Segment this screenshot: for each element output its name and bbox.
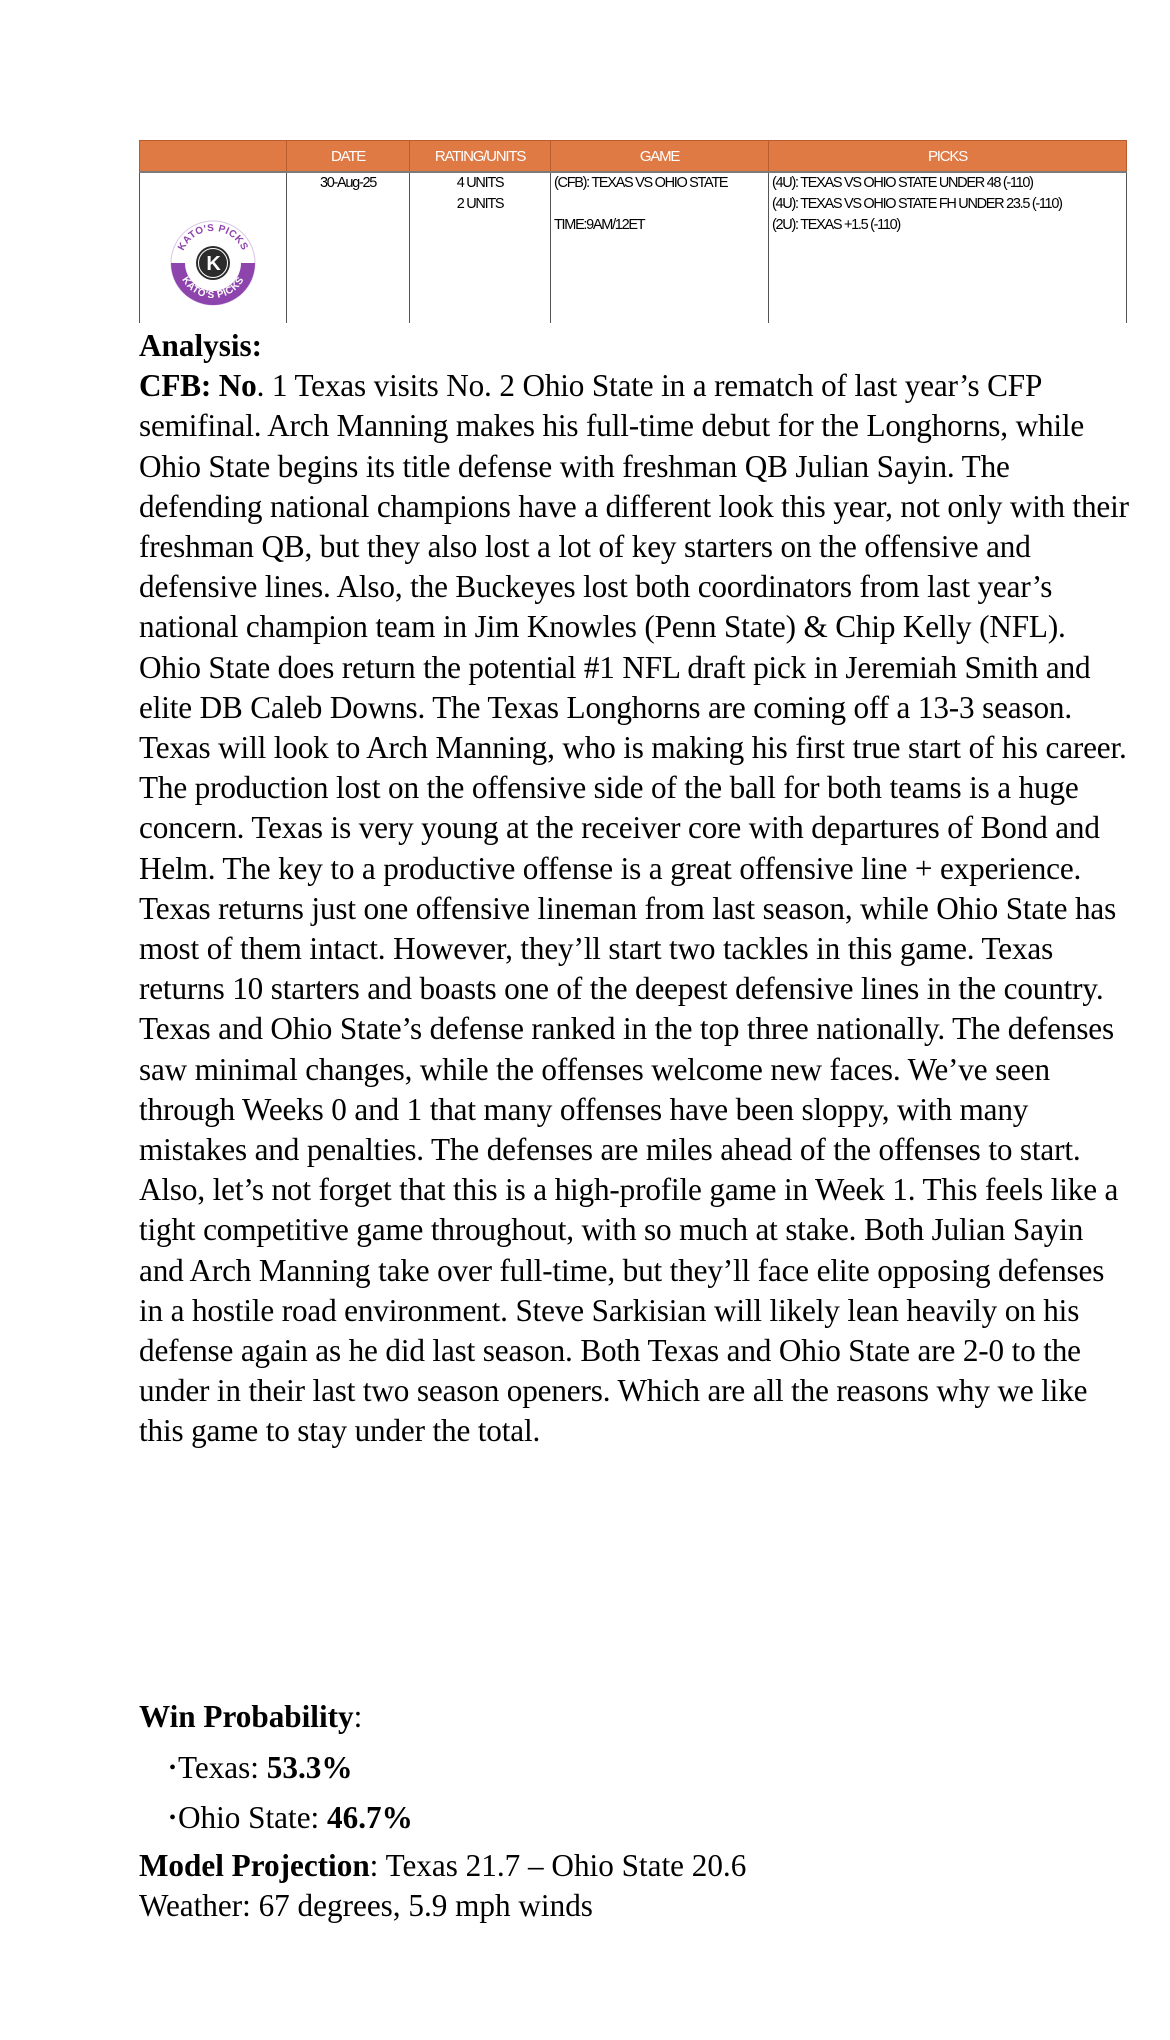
list-item [139,1748,413,1798]
analysis-text: . 1 Texas visits No. 2 Ohio State in a rematch of last year’s CFP semifinal. Arch Manning makes his full-time debut for the Longhorns, while Ohio State begins its title defense with freshman QB Julian Sayin. The defending national champions have a different look this year, not only with their freshman QB, but they also lost a lot of key starters on the offensive and defensive lines. Also, the Buckeyes lost both coordinators from last year’s national champion team in Jim Knowles (Penn State) & Chip Kelly (NFL). Ohio State does return the potential #1 NFL draft pick in Jeremiah Smith and elite DB Caleb Downs. The Texas Longhorns are coming off a 13-3 season. Texas will look to Arch Manning, who is making his first true start of his career. The production lost on the offensive side of the ball for both teams is a huge concern. Texas is very young at the receiver core with departures of Bond and Helm. The key to a productive offense is a great offensive line + experience. Texas returns just one offensive lineman from last season, while Ohio State has most of them intact. However, they’ll start two tackles in this game. Texas returns 10 starters and boasts one of the deepest defensive lines in the country. Texas and Ohio State’s defense ranked in the top three nationally. The defenses saw minimal changes, while the offenses welcome new faces. We’ve seen through Weeks 0 and 1 that many offenses have been sloppy, with many mistakes and penalties. The defenses are miles ahead of the offenses to start. Also, let’s not forget that this is a high-profile game in Week 1. This feels like a tight competitive game throughout, with so much at stake. Both Julian Sayin and Arch Manning take over full-time, but they’ll face elite opposing defenses in a hostile road environment. Steve Sarkisian will likely lean heavily on his defense again as he did last season. Both Texas and Ohio State are 2-0 to the under in their last two season openers. Which are all the reasons why we like this game to stay under the total. [139,368,1129,1449]
header-picks: PICKS [769,141,1127,173]
list-item [139,1798,413,1848]
bullet-icon: • [169,1757,177,1779]
win-probability-heading [139,1697,362,1737]
analysis-section [139,326,1129,1452]
katos-picks-logo [170,220,256,306]
team-name: Ohio State: [178,1800,327,1835]
model-projection-label: Model Projection [139,1848,370,1883]
team-probability: 53.3% [266,1750,353,1785]
team-probability: 46.7% [327,1800,413,1835]
table-row [140,172,1127,323]
table-header-row [140,141,1127,173]
win-probability-list [139,1748,413,1848]
analysis-heading: Analysis: [139,328,263,363]
analysis-body [139,366,1129,1451]
game-time: TIME:9AM/12ET [554,217,645,233]
team-name: Texas: [178,1750,267,1785]
header-rating: RATING/UNITS [410,141,551,173]
logo-letter: K [206,253,220,275]
header-date: DATE [287,141,410,173]
rating-line-1: 4 UNITS [456,175,504,191]
picks-table [139,140,1127,323]
header-game: GAME [551,141,769,173]
win-probability-colon: : [353,1699,363,1734]
win-probability-label: Win Probability [139,1699,354,1734]
analysis-lead: CFB: No [139,368,257,404]
logo-top-text: KATO'S PICKS [176,222,250,253]
date-cell: 30-Aug-25 [287,172,410,323]
game-cell [551,172,769,323]
rating-line-2: 2 UNITS [456,196,504,212]
pick-item-3: (2U): TEXAS +1.5 (-110) [772,217,900,233]
bullet-icon: • [169,1807,177,1829]
model-projection-text: : Texas 21.7 – Ohio State 20.6 [369,1848,747,1883]
logo-cell [140,172,287,323]
picks-cell [769,172,1127,323]
header-logo [140,141,287,173]
rating-cell [410,172,551,323]
pick-item-1: (4U): TEXAS VS OHIO STATE UNDER 48 (-110) [772,175,1033,191]
pick-item-2: (4U): TEXAS VS OHIO STATE FH UNDER 23.5 (-110) [772,196,1062,212]
game-matchup: (CFB): TEXAS VS OHIO STATE [554,175,728,191]
model-projection [139,1846,746,1886]
logo-bottom-text: KATO'S PICKS [179,274,247,302]
weather-line: Weather: 67 degrees, 5.9 mph winds [139,1888,593,1923]
